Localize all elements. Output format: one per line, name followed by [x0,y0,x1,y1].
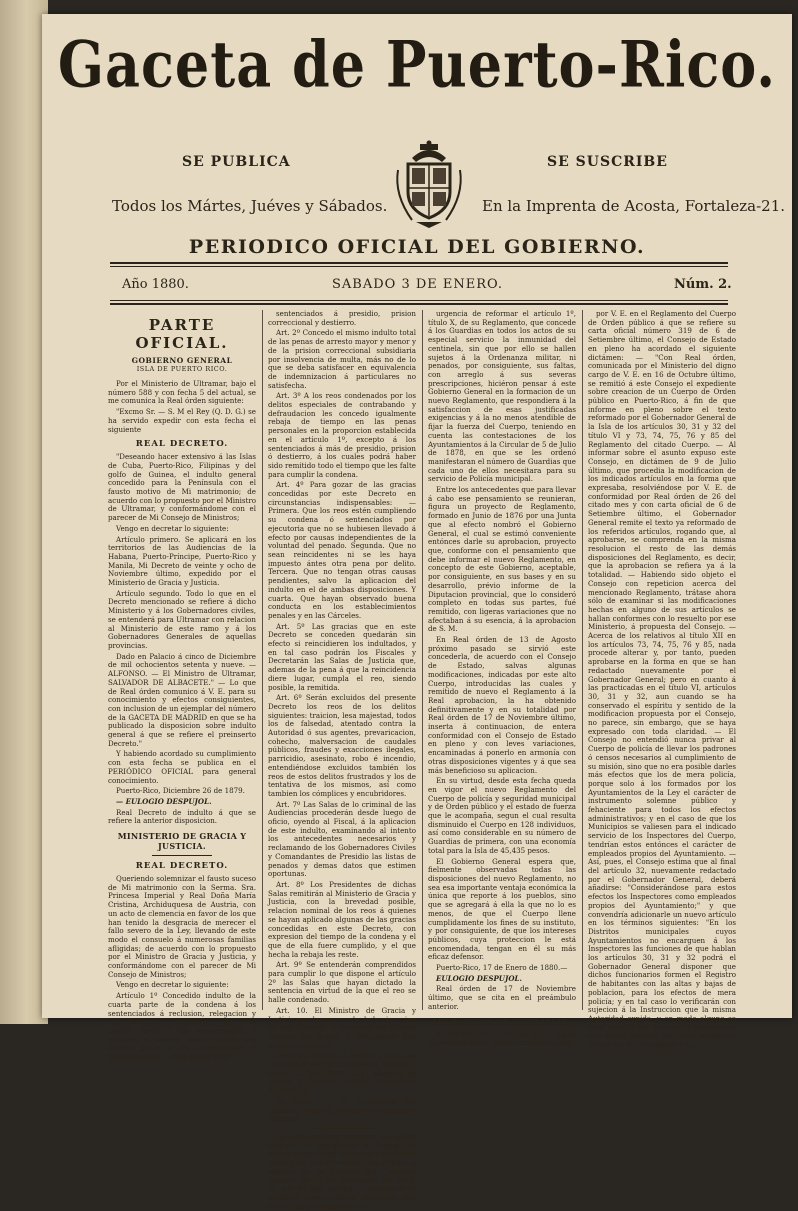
signature: EULOGIO DESPUJOL. [436,973,522,983]
paragraph: Art. 3º A los reos condenados por los delitos especiales de contrabando y defraudacion les concedo igualmente rebaja de tiempo en las penas personales en la proporcion establecida en el artículo 1º, excepto á los sentenciados á más de presidio, prision ó destierro, á los cuales podrá haber sido remitido todo el tiempo que les falte para cumplir la condena. [268,391,416,479]
paragraph: La necesidad, en beneficio del mejor servicio, de reorganizar el Cuerpo de policía y seguridad municipal y de Orden público de esta Provincia, con arreglo al espíritu de la Circular del Gobierno General de 20 de Noviembre de 1878, en que se dejó definido y acentuado el carácter esencialmente municipal que dicho Cuerpo debe tener; la [268,1131,416,1211]
paragraph: Puerto-Rico, 17 de Enero de 1880.— [436,963,568,973]
paragraph: Artículo segundo. Todo lo que en el Decreto mencionado se refiere á dicho Ministerio y á los Gobernadores civiles, se entenderá para Ultramar con relacion al Ministerio de este ramo y á los Gobernadores Generales de aquellas provincias. [108,588,256,650]
paragraph: Real Decreto de indulto á que se refiere la anterior disposicion. [108,807,256,826]
paragraph: Entre los antecedentes que para llevar á cabo ese pensamiento se reunieran, figura un proyecto de Reglamento, formado en Junio de 1876 por una Junta que al efecto nombró el Gobierno General, el cual se estimó conveniente entónces darle su aprobacion, proyecto que, conforme con el pensamiento que debe informar el nuevo Reglamento, en concepto de este Gobierno, aceptable, por consiguiente, en sus bases y en su desarrollo, prévio informe de la Diputacion provincial, que lo consideró completo en todas sus partes, fué remitido, con ligeras variaciones que no afectaban á su esencia, á la aprobacion de S. M. [428,485,576,634]
signature: — EULOGIO DESPUJOL. [116,796,212,806]
paragraph: Vengo en decretar lo siguiente: [116,980,229,990]
paragraph: Art. 8º Los Presidentes de dichas Salas remitirán al Ministerio de Gracia y Justicia, con la brevedad posible, relacion nominal de los reos á quienes se hayan aplicado algunas de las gracias concedidas en este Decreto, con expresion del tiempo de la condena y el que de ella fuere cumplido, y el que hecha la rebaja les reste. [268,880,416,959]
divider [152,855,212,856]
issue-number: Núm. 2. [674,277,732,292]
column-3 [428,309,576,1048]
periodico-subtitle: PERIODICO OFICIAL DEL GOBIERNO. [188,236,646,258]
paragraph: "Deseando hacer extensivo á las Islas de Cuba, Puerto-Rico, Filipinas y del golfo de Guinea, el indulto general concedido para la Península con el fausto motivo de Mi matrimonio; de acuerdo con lo propuesto por el Ministro de Ultramar, y conformándome con el parecer de Mi Consejo de Ministros; [108,452,256,523]
paragraph: Art. 10. El Ministro de Gracia y Justicia queda encargado de la ejecucion de este Decreto, y resolverá sin ulterior recurso las dudas y dificultades que puedan ofrecerse. [268,1005,416,1050]
subscription-detail: En la Imprenta de Acosta, Fortaleza-21. [482,197,786,215]
government-heading: GOBIERNO GENERAL [131,356,233,365]
divider [312,1128,372,1129]
paragraph: Dado en Palacio á veinte y ocho de Noviembre de mil ochocientos setenta y nueve. — ALFONSO. — El Ministro de Gracia y Justicia, PEDRO NOLASCO AURIOLES. [268,1051,416,1096]
paragraph: Dado en Palacio á cinco de Diciembre de mil ochocientos setenta y nueve. — ALFONSO. — El Ministro de Ultramar, SALVADOR DE ALBACETE." — Lo que de Real órden comunico á V. E. para su conocimiento y efectos consiguientes, con inclusion de un ejemplar del número de la GACETA DE MADRID en que se ha publicado la disposicion sobre indulto general á que se refiere el preinserto Decreto." [108,651,256,748]
paragraph: Art. 9º Se entenderán comprendidos para cumplir lo que dispone el artículo 2º las Salas que hayan dictado la sentencia en virtud de la que el reo se halle condenado. [268,960,416,1005]
paragraph: Vengo en decretar lo siguiente: [116,523,229,533]
column-divider [422,310,423,1010]
paragraph: Art. 4º Para gozar de las gracias concedidas por este Decreto en circunstancias indispensables: — Primera. Que los reos estén cumpliendo su condena ó sentenciados por ejecutoria que no se hubiesen llevado á efecto por causas independientes de la voluntad del penado. Segunda. Que no sean reincidentes ni se les haya impuesto ántes otra pena por delito. Tercera. Que no tengan otras causas pendientes, salvo la aplicacion del indulto en el de ambas disposiciones. Y cuarta. Que hayan observado buena conducta en los establecimientos penales y en las Cárceles. [268,480,416,620]
paragraph: urgencia de reformar el artículo 1º, título X, de su Reglamento, que concede á los Guardias en todos los actos de su especial servicio la inmunidad del centinela, sin que por ello se hallen sujetos á la Ordenanza militar, ni penados, por consiguiente, sus faltas, con arreglo á sus severas prescripciones, hiciéron pensar á este Gobierno General en la formacion de un nuevo Reglamento, que respondiera á la satisfaccion de esas justificadas exigencias y á la no menos atendible de fijar la fuerza del Cuerpo, teniendo en cuenta las contestaciones de los Ayuntamientos á la Circular de 5 de Julio de 1878, en que se les ordenó manifestaran el número de Guardias que cada uno de ellos necesitara para su servicio de Policía municipal. [428,309,576,484]
paragraph: Art. 6º Serán excluidos del presente Decreto los reos de los delitos siguientes: traicion, lesa majestad, todos los de falsedad, atentado contra la Autoridad ó sus agentes, prevaricacion, cohecho, malversacion de caudales públicos, fraudes y exacciones ilegales, parricidio, asesinato, robo é incendio, entendiéndose excluidos también los reos de estos delitos frustrados y los de tentativa de los mismos, así como tambien los cómplices y encubridores. [268,693,416,798]
subscription-heading: SE SUSCRIBE [547,154,668,170]
column-1 [108,310,256,1062]
paragraph: Y habiendo acordado su cumplimiento con esta fecha se publica en el PERIÓDICO OFICIAL para general conocimiento. [108,749,256,785]
paragraph: "Excmo Sr. — S. M el Rey (Q. D. G.) se ha servido expedir con esta fecha el siguiente [108,407,256,434]
paragraph: En Real órden de 13 de Agosto próximo pasado se sirvió este concederla, de acuerdo con el Consejo de Estado, salvas algunas modificaciones, indicadas por este alto Cuerpo, introducidas las cuales y remitido de nuevo el Reglamento á la Real aprobacion, la ha obtenido definitivamente y en su totalidad por Real órden de 17 de Noviembre último, inserta á continuacion, de entera conformidad con el Consejo de Estado en pleno y con leves variaciones, encaminadas á ponerlo en armonía con otras disposiciones vigentes y á que sea más beneficioso su aplicacion. [428,635,576,775]
dateline-rule [110,300,728,301]
paragraph: Por el Ministerio de Ultramar, bajo el número 588 y con fecha 5 del actual, se me comunica la Real órden siguiente: [108,379,256,406]
column-2 [268,309,416,1211]
header-rule [110,266,728,267]
coat-of-arms-icon [392,140,466,230]
column-divider [582,310,583,1010]
paragraph: Queriendo solemnizar el fausto suceso de Mi matrimonio con la Serma. Sra. Princesa Imperial y Real Doña María Cristina, Archiduquesa de Austria, con un acto de clemencia en favor de los que han tenido la desgracia de merecer el fallo severo de la Ley, llevando de este modo el consuelo á numerosas familias afligidas; de acuerdo con lo propuesto por el Ministro de Gracia y Justicia, y conformándome con el parecer de Mi Consejo de Ministros; [108,874,256,979]
island-heading: ISLA DE PUERTO RICO. [136,365,228,373]
publication-schedule-heading: SE PUBLICA [182,154,291,170]
ministry-heading: MINISTERIO DE GRACIA Y JUSTICIA. [117,831,247,852]
paragraph: Art. 7º Las Salas de lo criminal de las Audiencias procederán desde luego de oficio, oyendo al Fiscal, á la aplicacion de este indulto, examinando al intento los antecedentes necesarios y reclamando de los Gobernadores Civiles y Comandantes de Presidio las listas de penados y demas datos que estimen oportunas. [268,799,416,879]
paragraph: Art. 2º Concedo el mismo indulto total de las penas de arresto mayor y menor y de la prision correccional subsidiaria por insolvencia de multa, más no de lo que se deba satisfacer en equivalencia de indemnizacion á particulares no satisfecha. [268,328,416,390]
issue-year: Año 1880. [122,277,189,292]
paragraph: En su virtud, desde esta fecha queda en vigor el nuevo Reglamento del Cuerpo de policía y seguridad municipal y de Orden público y el estado de fuerza que le acompaña, segun el cual resulta disminuido el Cuerpo en 128 individuos, así como considerable en su número de Guardias de primera, con una economía total para la Isla de 45,435 pesos. [428,776,576,855]
column-4 [588,309,736,1050]
publication-schedule-detail: Todos los Mártes, Juéves y Sábados. [112,197,388,215]
paragraph: El Gobierno General espera que, fielmente observadas todas las disposiciones del nuevo Reglamento, no sea esa importante ventaja económica la única que reporte á los pueblos, sino que se agregará á ella la que no lo es menos, de que el Cuerpo llene cumplidamente los fines de su instituto, y por consiguiente, de que los intereses públicos, cuya proteccion le está encomendada, tengan en él su más eficaz defensor. [428,856,576,962]
newspaper-page [42,14,792,1211]
paragraph: Art. 5º Las gracias que en este Decreto se conceden quedarán sin efecto si reincidieren los indultados, y en tal caso podrán los Fiscales y Decretarán las Salas de Justicia que, ademas de la pena á que la reincidencia diere lugar, cumpla el reo, siendo posible, la remitida. [268,621,416,692]
dateline-rule [110,303,728,305]
paragraph: por V. E. en el Reglamento del Cuerpo de Orden público á que se refiere su carta oficial número 319 de 6 de Setiembre último, el Consejo de Estado en pleno ha acordado el siguiente dictámen: — "Con Real órden, comunicada por el Ministerio del digno cargo de V. E. en 16 de Octubre último, se remitió á este Consejo el expediente sobre creacion de un Cuerpo de Orden público en Puerto-Rico, á fin de que informe en pleno sobre el texto reformado por el Gobernador General de la Isla de los artículos 30, 31 y 32 del título VI y 73, 74, 75, 76 y 85 del Reglamento del citado Cuerpo. — Al informar sobre el asunto expuso este Consejo, en dictámen de 9 de Julio último, que procedia la modificacion de los indicados artículos en la forma que expresaba, resolviéndose por V. E. de conformidad por Real órden de 26 del citado mes y con carta oficial de 6 de Setiembre último, el Gobernador General remite el texto ya reformado de los referidos artículos, rogando que, al aprobarse, se comprenda en la misma resolucion el resto de las demás disposiciones del Reglamento, es decir, que la aprobacion se refiera ya á la totalidad. — Habiendo sido objeto el Consejo con repeticion acerca del mencionado Reglamento, trátase ahora sólo de examinar si las modificaciones hechas en alguno de sus artículos se hallan conformes con lo resuelto por ese Ministerio, á propuesta del Consejo. — Acerca de los relativos al título XII en los artículos 73, 74, 75, 76 y 85, nada procede alterar y, por tanto, pueden aprobarse en la forma en que se han redactado nuevamente por el Gobernador General; pero en cuanto á las practicadas en el título VI, artículos 30, 31 y 32, aun cuando se ha conservado el espíritu y sentido de la modificacion propuesta por el Consejo, no parece, sin embargo, que se haya expresado con toda claridad. — El Consejo no entendió nunca privar al Cuerpo de policía de llevar los padrones ó censos necesarios al cumplimiento de su misión, sino que no era posible darles más efectos que los de mera policía, porque solo á los formados por los Ayuntamientos de la Ley el carácter de instrumento solemne público y fehaciente para todos los efectos administrativos; y en el caso de que los Municipios se valiesen para el indicado servicio de los Inspectores del Cuerpo, tendrían estos entónces el carácter de empleados propios del Ayuntamiento. — Así, pues, el Consejo estima que al final del artículo 32, nuevamente redactado por el Gobernador General, deberá añadirse: "Considerándose para estos efectos los Inspectores como empleados propios del Ayuntamiento;" y que convendría adicionarle un nuevo artículo en los términos siguientes: "En los Distritos municipales cuyos Ayuntamientos no encarguen á los Inspectores las funciones de que hablan los artículos 30, 31 y 32 podrá el Gobernador General disponer que dichos funcionarios formen el Registro de habitantes con las altas y bajas de poblacion, para los efectos de mera policía; y en tal caso lo verificarán con sujecion á la Instruccion que la misma Autoridad expida, y en modo alguno se hará constar los detalles ó pormenores que deban llevarse, así como las épocas en que ha de procederse á su [588,309,736,1050]
ministry-heading: MINISTERIO DE ULTRAMAR. [432,1016,572,1027]
paragraph: Artículo 1º Concedido indulto de la cuarta parte de la condena á los sentenciados á reclusion, relegacion y extrañamiento temporales; de una cuarta parte á los sentenciados á presidio y prision mayor; y de una tercera parte á los sentenciados á confinamiento, y de la mitad á los [108,991,256,1062]
issue-date: SABADO 3 DE ENERO. [332,277,504,292]
column-divider [262,310,263,1010]
book-spine [0,0,48,1024]
decree-heading: REAL DECRETO. [135,861,229,872]
paragraph: Es copia. — El Secretario del Gobierno General, Francisco Fontanals y Martinez. [268,1096,416,1124]
paragraph: NUMERO 179. — Excmo. Sr. — En el expediente sobre modificaciones hechas [428,1029,576,1048]
paragraph: Puerto-Rico, Diciembre 26 de 1879. [116,786,245,796]
decree-heading: REAL DECRETO. [135,439,229,450]
paragraph: sentenciados á presidio, prision correccional y destierro. [268,309,416,327]
section-title: PARTE OFICIAL. [135,316,229,352]
header-rule [110,262,728,264]
paragraph: Real órden de 17 de Noviembre último, que se cita en el preámbulo anterior. [428,984,576,1011]
paragraph: Artículo primero. Se aplicará en los territorios de las Audiencias de la Habana, Puerto-Príncipe, Puerto-Rico y Manila, Mi Decreto de veinte y ocho de Noviembre último, expedido por el Ministerio de Gracia y Justicia. [108,534,256,588]
masthead-title: Gaceta de Puerto-Rico. [57,26,777,102]
article-columns [108,309,736,1211]
